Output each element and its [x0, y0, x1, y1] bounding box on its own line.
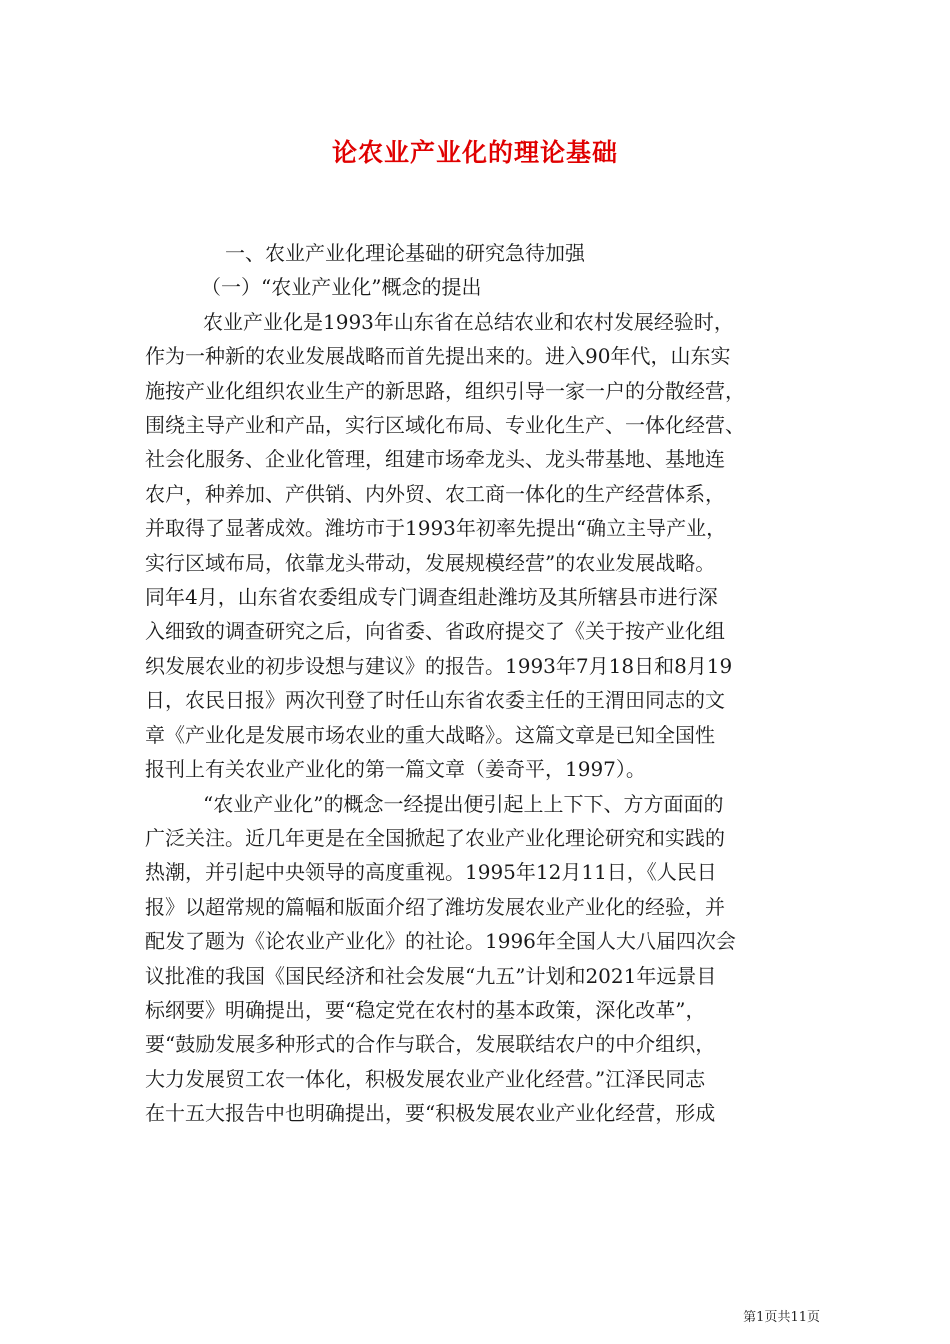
paragraph-line: 施按产业化组织农业生产的新思路，组织引导一家一户的分散经营， [145, 378, 745, 403]
paragraph-line: 议批准的我国《国民经济和社会发展“九五”计划和2021年远景目 [145, 963, 717, 988]
paragraph-2 [145, 787, 815, 1131]
paragraph-line: 日，农民日报》两次刊登了时任山东省农委主任的王渭田同志的文 [145, 688, 725, 713]
paragraph-line: 热潮，并引起中央领导的高度重视。1995年12月11日，《人民日 [145, 860, 717, 885]
paragraph-line: 农业产业化是1993年山东省在总结农业和农村发展经验时， [203, 309, 734, 334]
paragraph-line: 社会化服务、企业化管理，组建市场牵龙头、龙头带基地、基地连 [145, 447, 725, 472]
paragraph-line: 同年4月，山东省农委组成专门调查组赴潍坊及其所辖县市进行深 [145, 585, 718, 610]
paragraph-line: 围绕主导产业和产品，实行区域化布局、专业化生产、一体化经营、 [145, 413, 745, 438]
page-number-footer: 第1页共11页 [743, 1310, 820, 1325]
paragraph-line: 报刊上有关农业产业化的第一篇文章（姜奇平，1997）。 [145, 757, 646, 782]
paragraph-line: 广泛关注。近几年更是在全国掀起了农业产业化理论研究和实践的 [145, 825, 725, 850]
paragraph-line: 配发了题为《论农业产业化》的社论。1996年全国人大八届四次会 [145, 929, 736, 954]
paragraph-line: “农业产业化”的概念一经提出便引起上上下下、方方面面的 [203, 791, 724, 816]
paragraph-1 [145, 305, 815, 787]
paragraph-line: 实行区域布局，依靠龙头带动，发展规模经营”的农业发展战略。 [145, 550, 716, 575]
document-body [145, 236, 815, 1131]
section-heading: 一、农业产业化理论基础的研究急待加强 [225, 241, 585, 265]
paragraph-line: 织发展农业的初步设想与建议》的报告。1993年7月18日和8月19 [145, 653, 733, 678]
subsection-heading: （一）“农业产业化”概念的提出 [201, 275, 482, 300]
paragraph-line: 标纲要》明确提出，要“稳定党在农村的基本政策，深化改革”， [145, 997, 706, 1022]
paragraph-line: 在十五大报告中也明确提出，要“积极发展农业产业化经营，形成 [145, 1101, 716, 1126]
paragraph-line: 农户，种养加、产供销、内外贸、农工商一体化的生产经营体系， [145, 481, 725, 506]
paragraph-line: 章《产业化是发展市场农业的重大战略》。这篇文章是已知全国性 [145, 722, 715, 747]
paragraph-line: 作为一种新的农业发展战略而首先提出来的。进入90年代，山东实 [145, 344, 731, 369]
paragraph-line: 要“鼓励发展多种形式的合作与联合，发展联结农户的中介组织， [145, 1032, 716, 1057]
document-title: 论农业产业化的理论基础 [331, 138, 618, 167]
paragraph-line: 大力发展贸工农一体化，积极发展农业产业化经营。”江泽民同志 [145, 1066, 706, 1091]
paragraph-line: 并取得了显著成效。潍坊市于1993年初率先提出“确立主导产业， [145, 516, 727, 541]
paragraph-line: 报》以超常规的篇幅和版面介绍了潍坊发展农业产业化的经验，并 [145, 894, 725, 919]
paragraph-line: 入细致的调查研究之后，向省委、省政府提交了《关于按产业化组 [145, 619, 725, 644]
